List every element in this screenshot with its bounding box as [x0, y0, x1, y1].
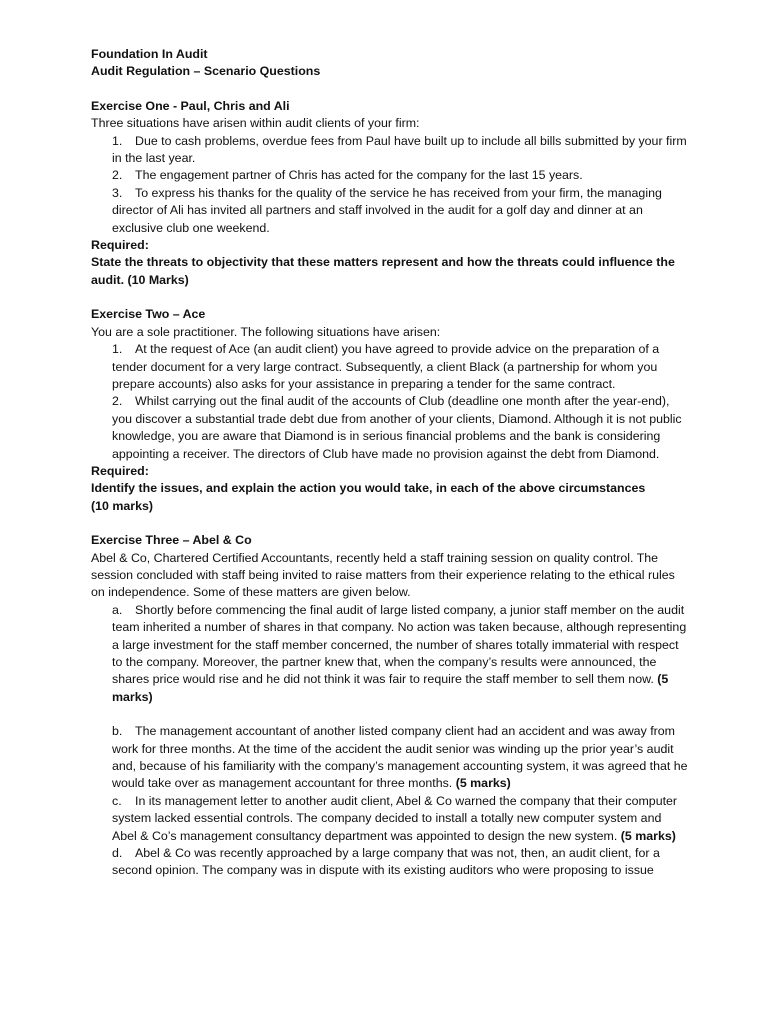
- list-number: 2.: [112, 394, 123, 409]
- marks-label: (5 marks): [112, 672, 669, 704]
- exercise-three-item-b: [112, 723, 688, 793]
- exercise-three-intro: Abel & Co, Chartered Certified Accountants, recently held a staff training session on quality control. The session concluded with staff being invited to raise matters from their experience relating to the ethical rules on independence. Some of these matters are given below.: [91, 550, 675, 600]
- exercise-three-item-d: [112, 845, 688, 880]
- exercise-three-heading: Exercise Three – Abel & Co: [91, 533, 252, 548]
- list-letter: a.: [112, 602, 123, 617]
- exercise-one-required-text: State the threats to objectivity that these matters represent and how the threats could influence the audit. (10 Marks): [91, 255, 675, 287]
- exercise-one-heading: Exercise One - Paul, Chris and Ali: [91, 98, 290, 113]
- list-number: 3.: [112, 185, 123, 200]
- list-text: Whilst carrying out the final audit of the accounts of Club (deadline one month after the year-end), you discover a substantial trade debt due from another of your clients, Diamond. Although it is not public knowledge, you are aware that Diamond is in serious financial problems and the bank is considering appointing a receiver. The directors of Club have made no provision against the debt from Diamond.: [112, 394, 682, 461]
- exercise-two-item-2: [112, 393, 688, 463]
- marks-label: (5 marks): [620, 828, 676, 843]
- exercise-two-intro: You are a sole practitioner. The following situations have arisen:: [91, 324, 441, 339]
- list-letter: c.: [112, 793, 122, 808]
- marks-label: (5 marks): [455, 776, 511, 791]
- exercise-two-heading: Exercise Two – Ace: [91, 307, 206, 322]
- exercise-two-required-marks: (10 marks): [91, 498, 153, 513]
- exercise-three-item-c: [112, 793, 688, 845]
- list-letter: d.: [112, 846, 123, 861]
- list-number: 1.: [112, 133, 123, 148]
- exercise-one-intro: Three situations have arisen within audit clients of your firm:: [91, 116, 420, 131]
- exercise-one-item-1: [112, 133, 688, 168]
- document-title: Foundation In Audit: [91, 47, 208, 61]
- exercise-three-item-a: [112, 602, 688, 706]
- list-text: The management accountant of another listed company client had an accident and was away from work for three months. At the time of the accident the audit senior was winding up the prior year’s audit and, because of his familiarity with the company’s management accounting system, it was agreed that he would take over as management accountant for three months.: [112, 724, 688, 791]
- exercise-one-item-3: [112, 185, 688, 237]
- list-text: In its management letter to another audit client, Abel & Co warned the company that their computer system lacked essential controls. The company decided to install a totally new computer system and Abel & Co’s management consultancy department was appointed to design the new system.: [112, 793, 678, 843]
- exercise-one-item-2: [112, 167, 688, 184]
- list-text: At the request of Ace (an audit client) you have agreed to provide advice on the preparation of a tender document for a very large contract. Subsequently, a client Black (a partnership for whom you prepare accounts) also asks for your assistance in preparing a tender for the same contract.: [112, 342, 660, 391]
- list-letter: b.: [112, 724, 123, 739]
- list-text: The engagement partner of Chris has acted for the company for the last 15 years.: [135, 168, 583, 183]
- exercise-two-required-label: Required:: [91, 463, 149, 478]
- exercise-two-required-text: Identify the issues, and explain the action you would take, in each of the above circumstances: [91, 481, 646, 496]
- exercise-two-item-1: [112, 341, 688, 393]
- list-text: Shortly before commencing the final audit of large listed company, a junior staff member on the audit team inherited a number of shares in that company. No action was taken because, although representing a large investment for the staff member concerned, the number of shares totally immaterial with respect to the company. Moreover, the partner knew that, when the company’s results were announced, the shares price would rise and he did not think it was fair to require the staff member to sell them now.: [112, 602, 687, 687]
- list-text: To express his thanks for the quality of the service he has received from your firm, the managing director of Ali has invited all partners and staff involved in the audit for a golf day and dinner at an exclusive club one weekend.: [112, 185, 662, 235]
- exercise-one-required-label: Required:: [91, 238, 149, 253]
- list-number: 2.: [112, 168, 123, 183]
- document-subtitle: Audit Regulation – Scenario Questions: [91, 64, 321, 79]
- list-number: 1.: [112, 342, 123, 357]
- list-text: Due to cash problems, overdue fees from Paul have built up to include all bills submitted by your firm in the last year.: [112, 133, 687, 166]
- list-text: Abel & Co was recently approached by a large company that was not, then, an audit client, for a second opinion. The company was in dispute with its existing auditors who were proposing to issue: [112, 846, 660, 878]
- spacer: [91, 706, 688, 723]
